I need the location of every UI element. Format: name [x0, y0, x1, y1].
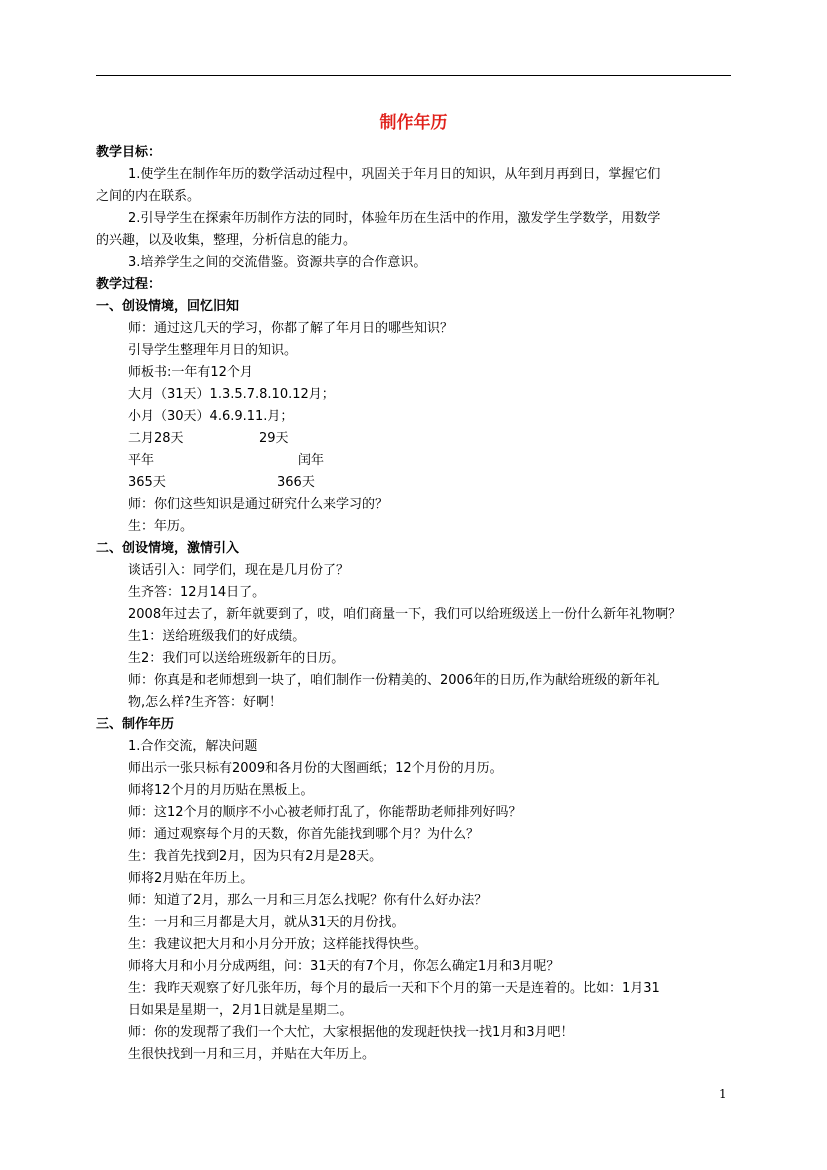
paragraph: 师：你的发现帮了我们一个大忙，大家根据他的发现赶快找一找1月和3月吧！	[128, 1025, 574, 1040]
paragraph: 师：通过这几天的学习，你都了解了年月日的哪些知识？	[128, 321, 454, 336]
paragraph: 生：我昨天观察了好几张年历，每个月的最后一天和下个月的第一天是连着的。比如：1月31	[128, 981, 660, 996]
common-year-label: 平年	[128, 453, 155, 468]
process-heading: 教学过程：	[96, 277, 162, 292]
paragraph: 生1：送给班级我们的好成绩。	[128, 629, 306, 644]
paragraph: 生：我首先找到2月，因为只有2月是28天。	[128, 849, 383, 864]
paragraph: 师出示一张只标有2009和各月份的大图画纸；12个月份的月历。	[128, 761, 503, 776]
paragraph: 师将2月贴在年历上。	[128, 871, 254, 886]
goal-2: 2.引导学生在探索年历制作方法的同时，体验年历在生活中的作用，激发学生学数学，用数学	[128, 211, 661, 226]
part3-heading: 三、制作年历	[96, 717, 175, 732]
paragraph-cont: 物,怎么样?生齐答：好啊！	[128, 695, 283, 710]
paragraph: 师：你真是和老师想到一块了，咱们制作一份精美的、2006年的日历,作为献给班级的新年礼	[128, 673, 660, 688]
header-rule	[96, 75, 731, 76]
paragraph: 小月（30天）4.6.9.11.月；	[128, 409, 294, 424]
paragraph: 1.合作交流，解决问题	[128, 739, 258, 754]
paragraph: 生齐答：12月14日了。	[128, 585, 266, 600]
paragraph: 生很快找到一月和三月，并贴在大年历上。	[128, 1047, 376, 1062]
goals-heading: 教学目标：	[96, 145, 162, 160]
goal-2-cont: 的兴趣，以及收集，整理，分析信息的能力。	[96, 233, 357, 248]
paragraph: 师将12个月的月历贴在黑板上。	[128, 783, 314, 798]
paragraph: 大月（31天）1.3.5.7.8.10.12月；	[128, 387, 335, 402]
paragraph: 师：通过观察每个月的天数，你首先能找到哪个月？为什么？	[128, 827, 480, 842]
paragraph: 谈话引入：同学们，现在是几月份了？	[128, 563, 350, 578]
february-days-common: 二月28天	[128, 431, 184, 446]
paragraph: 生：年历。	[128, 519, 194, 534]
paragraph: 师：你们这些知识是通过研究什么来学习的？	[128, 497, 389, 512]
leap-year-days: 366天	[277, 475, 315, 490]
paragraph: 生：一月和三月都是大月，就从31天的月份找。	[128, 915, 405, 930]
leap-year-label: 闰年	[298, 453, 325, 468]
part1-heading: 一、创设情境，回忆旧知	[96, 299, 240, 314]
part2-heading: 二、创设情境，激情引入	[96, 541, 240, 556]
february-days-leap: 29天	[259, 431, 289, 446]
common-year-days: 365天	[128, 475, 166, 490]
paragraph: 2008年过去了，新年就要到了，哎，咱们商量一下，我们可以给班级送上一份什么新年礼物啊？	[128, 607, 682, 622]
paragraph: 生：我建议把大月和小月分开放；这样能找得快些。	[128, 937, 428, 952]
paragraph: 师将大月和小月分成两组，问：31天的有7个月，你怎么确定1月和3月呢？	[128, 959, 560, 974]
paragraph: 师板书:一年有12个月	[128, 365, 253, 380]
paragraph: 生2：我们可以送给班级新年的日历。	[128, 651, 345, 666]
goal-1: 1.使学生在制作年历的数学活动过程中，巩固关于年月日的知识，从年到月再到日，掌握它们	[128, 167, 661, 182]
paragraph: 师：知道了2月，那么一月和三月怎么找呢？你有什么好办法？	[128, 893, 488, 908]
paragraph-cont: 日如果是星期一，2月1日就是星期二。	[128, 1003, 353, 1018]
page-title: 制作年历	[379, 113, 448, 133]
goal-3: 3.培养学生之间的交流借鉴。资源共享的合作意识。	[128, 255, 427, 270]
paragraph: 师：这12个月的顺序不小心被老师打乱了，你能帮助老师排列好吗？	[128, 805, 522, 820]
paragraph: 引导学生整理年月日的知识。	[128, 343, 298, 358]
page-number: 1	[719, 1087, 727, 1101]
goal-1-cont: 之间的内在联系。	[96, 189, 201, 204]
